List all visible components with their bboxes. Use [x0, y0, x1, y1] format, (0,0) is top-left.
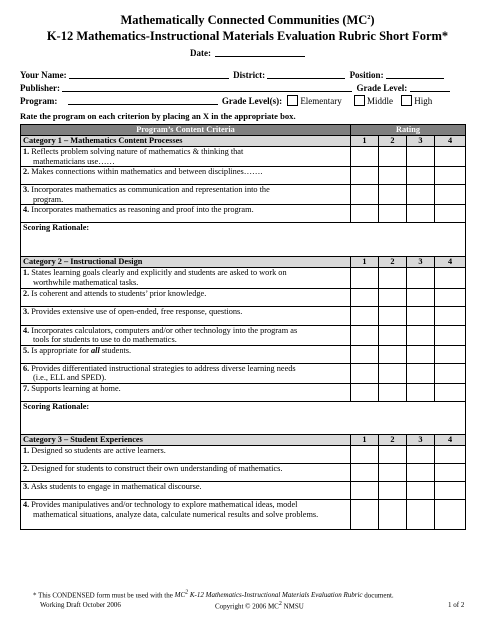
criterion-text [21, 185, 351, 205]
publisher-row [20, 82, 450, 93]
high-checkbox[interactable] [401, 95, 412, 106]
criterion-number: 4. [23, 325, 30, 335]
rating-cell[interactable] [379, 499, 407, 529]
scoring-rationale-label: Scoring Rationale: [23, 223, 90, 233]
program-row [20, 95, 432, 106]
date-label: Date: [190, 48, 211, 58]
table-header-row [21, 125, 466, 136]
rating-cell[interactable] [379, 306, 407, 325]
criterion-row [21, 288, 466, 306]
rating-cell[interactable] [379, 167, 407, 185]
rating-label: 4 [435, 434, 466, 445]
criterion-desc: Designed so students are active learners. [29, 445, 166, 455]
criterion-number: 2. [23, 167, 30, 177]
criterion-desc: Is coherent and attends to students’ prior knowledge. [29, 288, 207, 298]
rating-label: 1 [351, 136, 379, 147]
rating-cell[interactable] [379, 363, 407, 383]
criterion-row [21, 167, 466, 185]
criterion-number: 1. [23, 147, 30, 156]
rating-header: Rating [351, 125, 466, 136]
high-label: High [414, 96, 433, 106]
publisher-label: Publisher: [20, 83, 61, 93]
rating-cell[interactable] [407, 288, 435, 306]
date-field[interactable] [0, 47, 495, 58]
criterion-number: 1. [23, 445, 30, 455]
criterion-text [21, 268, 351, 288]
rating-label: 3 [407, 434, 435, 445]
criterion-desc: Makes connections within mathematics and between disciplines……. [29, 167, 263, 177]
criterion-desc: Provides extensive use of open-ended, free response, questions. [29, 306, 243, 316]
criterion-text [21, 147, 351, 167]
footer-draft: Working Draft October 2006 [40, 601, 121, 609]
rating-cell[interactable] [351, 499, 379, 529]
criterion-desc: Asks students to engage in mathematical discourse. [29, 481, 202, 491]
criterion-continuation: (i.e., ELL and SPED). [33, 373, 107, 383]
footer-page-number: 1 of 2 [448, 601, 465, 609]
rating-cell[interactable] [435, 268, 466, 288]
scoring-rationale-field[interactable] [21, 401, 466, 434]
criterion-desc: Incorporates calculators, computers and/or other technology into the program as [29, 325, 298, 335]
criterion-number: 7. [23, 383, 30, 393]
rating-cell[interactable] [407, 325, 435, 345]
criterion-continuation: mathematical situations, analyze data, calculate numerical results and solve problems. [33, 509, 319, 519]
grade-level-label: Grade Level: [356, 83, 408, 93]
criterion-text [21, 205, 351, 223]
rating-label: 3 [407, 257, 435, 268]
rating-cell[interactable] [351, 205, 379, 223]
position-blank[interactable] [386, 69, 444, 79]
rating-cell[interactable] [435, 499, 466, 529]
criterion-desc: Is appropriate for [29, 345, 91, 355]
rating-cell[interactable] [351, 363, 379, 383]
rating-label: 2 [379, 257, 407, 268]
criterion-row [21, 147, 466, 167]
criterion-number: 3. [23, 306, 30, 316]
criterion-number: 5. [23, 345, 30, 355]
rating-cell[interactable] [435, 445, 466, 463]
criterion-desc: Incorporates mathematics as reasoning and proof into the program. [29, 205, 254, 215]
category-title: Category 2 – Instructional Design [21, 257, 351, 268]
criterion-row [21, 363, 466, 383]
criterion-number: 1. [23, 268, 30, 278]
rating-cell[interactable] [407, 185, 435, 205]
rating-cell[interactable] [435, 306, 466, 325]
rating-cell[interactable] [435, 481, 466, 499]
criterion-continuation: worthwhile mathematical tasks. [33, 277, 139, 287]
criterion-row [21, 383, 466, 401]
criterion-number: 4. [23, 499, 30, 509]
criterion-desc: Incorporates mathematics as communication and representation into the [29, 185, 270, 195]
footer-copyright: Copyright © 2006 $MC^2$ NMSU [215, 601, 304, 611]
rating-cell[interactable] [435, 288, 466, 306]
criterion-number: 4. [23, 205, 30, 215]
criterion-tail: students. [99, 345, 132, 355]
criterion-number: 6. [23, 363, 30, 373]
criterion-text [21, 481, 351, 499]
criterion-desc: Reflects problem solving nature of mathematics & thinking that [29, 147, 244, 156]
rating-cell[interactable] [407, 268, 435, 288]
rating-cell[interactable] [407, 445, 435, 463]
criterion-desc: Designed for students to construct their own understanding of mathematics. [29, 463, 283, 473]
rating-cell[interactable] [379, 445, 407, 463]
category-title: Category 1 – Mathematics Content Processes [21, 136, 351, 147]
rating-cell[interactable] [407, 499, 435, 529]
rating-cell[interactable] [351, 167, 379, 185]
criteria-header: Program’s Content Criteria [21, 125, 351, 136]
rating-cell[interactable] [435, 167, 466, 185]
date-blank[interactable] [215, 47, 305, 57]
rating-cell[interactable] [379, 185, 407, 205]
criterion-row [21, 345, 466, 363]
rating-cell[interactable] [351, 185, 379, 205]
rating-cell[interactable] [407, 463, 435, 481]
criterion-number: 2. [23, 288, 30, 298]
district-label: District: [233, 70, 266, 80]
rating-cell[interactable] [379, 463, 407, 481]
rating-cell[interactable] [351, 268, 379, 288]
criterion-row [21, 445, 466, 463]
criterion-emphasis: all [90, 345, 100, 355]
criterion-text [21, 499, 351, 529]
publisher-blank[interactable] [62, 82, 352, 92]
rating-cell[interactable] [407, 481, 435, 499]
rating-label: 1 [351, 257, 379, 268]
rating-cell[interactable] [407, 383, 435, 401]
rating-cell[interactable] [379, 205, 407, 223]
criterion-text [21, 288, 351, 306]
criterion-continuation: tools for students to use to do mathematics. [33, 335, 177, 345]
rating-label: 1 [351, 434, 379, 445]
criterion-text [21, 325, 351, 345]
criterion-number: 3. [23, 481, 30, 491]
category-row [21, 257, 466, 268]
rating-cell[interactable] [379, 288, 407, 306]
criterion-continuation: mathematicians use…… [33, 156, 115, 166]
scoring-rationale-row [21, 223, 466, 257]
rating-cell[interactable] [435, 363, 466, 383]
criterion-text [21, 345, 351, 363]
scoring-rationale-field[interactable] [21, 223, 466, 257]
rating-cell[interactable] [407, 363, 435, 383]
program-blank[interactable] [68, 95, 218, 105]
rating-cell[interactable] [435, 185, 466, 205]
criterion-desc: Provides manipulatives and/or technology to explore mathematical ideas, model [29, 499, 298, 509]
rating-cell[interactable] [351, 325, 379, 345]
rating-label: 4 [435, 136, 466, 147]
instructions: Rate the program on each criterion by placing an X in the appropriate box. [20, 111, 296, 121]
grade-level-blank[interactable] [410, 82, 450, 92]
your-name-blank[interactable] [69, 69, 229, 79]
your-name-label: Your Name: [20, 70, 67, 80]
criterion-desc: States learning goals clearly and explicitly and students are asked to work on [29, 268, 287, 278]
scoring-rationale-label: Scoring Rationale: [23, 401, 90, 411]
rating-cell[interactable] [435, 325, 466, 345]
rating-label: 4 [435, 257, 466, 268]
rating-cell[interactable] [351, 463, 379, 481]
rating-cell[interactable] [379, 147, 407, 167]
program-title: Mathematically Connected Communities $(MC^2)$ [120, 13, 375, 27]
rating-cell[interactable] [435, 205, 466, 223]
category-title: Category 3 – Student Experiences [21, 434, 351, 445]
criterion-desc: Provides differentiated instructional strategies to address diverse learning needs [29, 363, 296, 373]
criterion-text [21, 306, 351, 325]
rating-cell[interactable] [351, 445, 379, 463]
criterion-text [21, 445, 351, 463]
criterion-desc: Supports learning at home. [29, 383, 121, 393]
rubric-table [20, 124, 466, 530]
criterion-text [21, 383, 351, 401]
rating-cell[interactable] [407, 147, 435, 167]
rating-cell[interactable] [407, 167, 435, 185]
category-row [21, 136, 466, 147]
criterion-continuation: program. [33, 194, 64, 204]
criterion-row [21, 463, 466, 481]
middle-label: Middle [367, 96, 394, 106]
criterion-number: 2. [23, 463, 30, 473]
criterion-row [21, 205, 466, 223]
criterion-text [21, 167, 351, 185]
elementary-checkbox[interactable] [287, 95, 298, 106]
rating-cell[interactable] [379, 481, 407, 499]
elementary-label: Elementary [300, 96, 342, 106]
rating-cell[interactable] [379, 383, 407, 401]
rating-cell[interactable] [407, 345, 435, 363]
criterion-row [21, 268, 466, 288]
program-label: Program: [20, 96, 58, 106]
rating-cell[interactable] [435, 147, 466, 167]
criterion-row [21, 481, 466, 499]
rating-label: 2 [379, 434, 407, 445]
district-blank[interactable] [267, 69, 345, 79]
criterion-row [21, 185, 466, 205]
rating-cell[interactable] [435, 463, 466, 481]
rating-cell[interactable] [407, 306, 435, 325]
rating-cell[interactable] [351, 288, 379, 306]
rating-cell[interactable] [351, 383, 379, 401]
position-label: Position: [349, 70, 384, 80]
form-title: K-12 Mathematics-Instructional Materials Evaluation Rubric Short Form* [46, 29, 449, 43]
rating-cell[interactable] [351, 345, 379, 363]
scoring-rationale-row [21, 401, 466, 434]
rating-label: 3 [407, 136, 435, 147]
rating-cell[interactable] [407, 205, 435, 223]
rating-cell[interactable] [379, 268, 407, 288]
criterion-row [21, 499, 466, 529]
criterion-row [21, 325, 466, 345]
category-row [21, 434, 466, 445]
rating-cell[interactable] [379, 345, 407, 363]
criterion-text [21, 363, 351, 383]
name-row [20, 69, 444, 80]
grade-levels-label: Grade Level(s): [221, 96, 283, 106]
criterion-number: 3. [23, 185, 30, 195]
rating-cell[interactable] [351, 481, 379, 499]
rating-cell[interactable] [379, 325, 407, 345]
criterion-text [21, 463, 351, 481]
middle-checkbox[interactable] [354, 95, 365, 106]
rating-cell[interactable] [351, 147, 379, 167]
rating-cell[interactable] [435, 383, 466, 401]
rating-label: 2 [379, 136, 407, 147]
criterion-row [21, 306, 466, 325]
rating-cell[interactable] [435, 345, 466, 363]
footnote: * This CONDENSED form must be used with the $MC^2$ K-12 Mathematics-Instructional Materials Evaluation Rubric document. [33, 590, 394, 600]
rating-cell[interactable] [351, 306, 379, 325]
